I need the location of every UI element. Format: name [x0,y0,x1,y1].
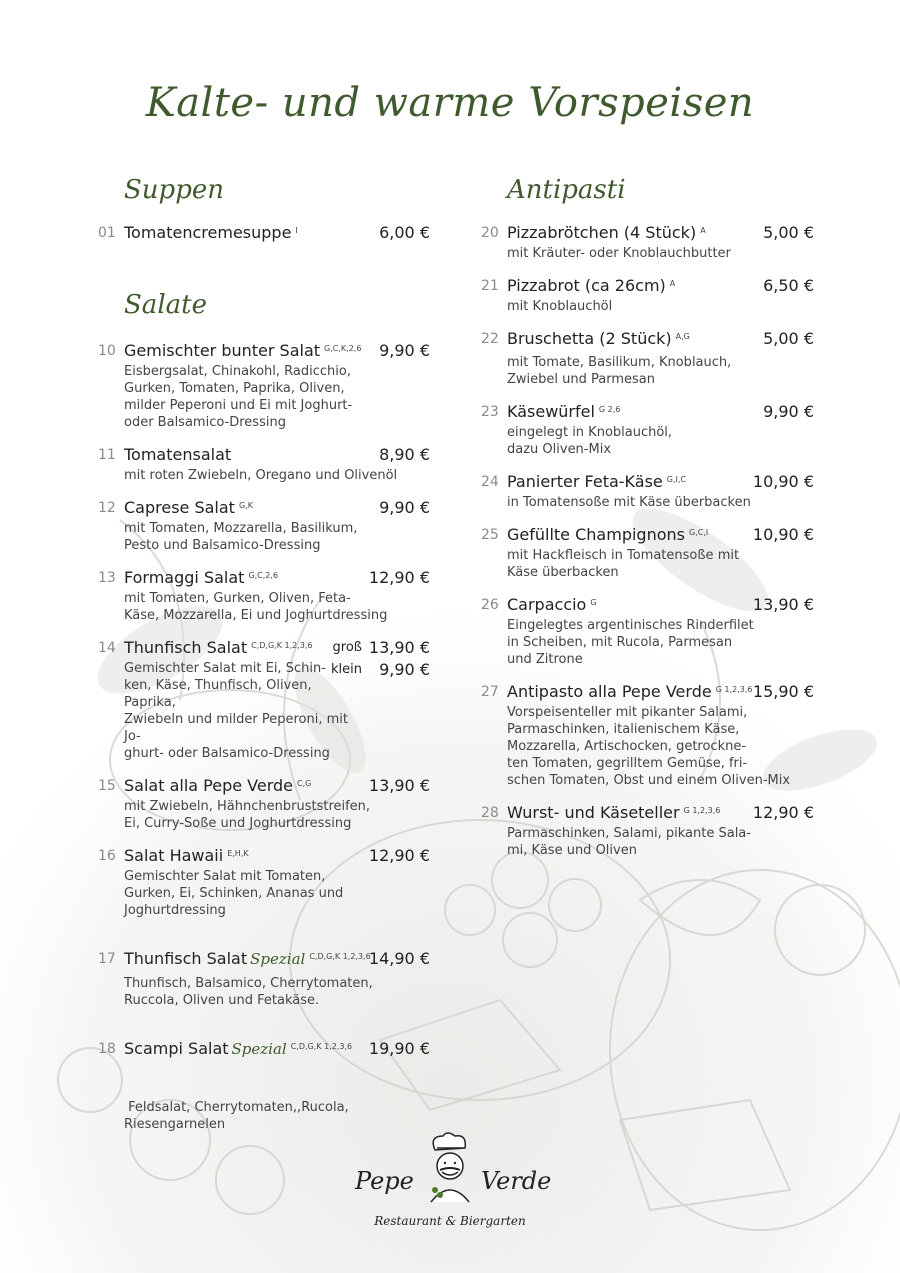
item-allergens: G,K [238,501,253,510]
item-description: mit roten Zwiebeln, Oregano und Olivenöl [124,468,398,483]
item-name: Käsewürfel [507,402,595,421]
item-name: Wurst- und Käseteller [507,803,680,822]
item-description: mit Hackfleisch in Tomatensoße mit Käse überbacken [507,548,740,580]
menu-item [481,595,814,668]
item-description: mit Tomaten, Gurken, Oliven, Feta- Käse, Mozzarella, Ei und Joghurtdressing [124,591,388,623]
menu-item [98,223,430,243]
left-column [98,170,430,1167]
item-name: Pizzabrot (ca 26cm) [507,276,666,295]
item-description: mit Tomaten, Mozzarella, Basilikum, Pesto und Balsamico-Dressing [124,521,358,553]
item-number: 12 [98,500,116,516]
right-column [481,170,814,859]
item-price: 10,90 € [752,525,814,544]
item-allergens: G,C,2,6 [248,571,279,580]
item-name: Tomatencremesuppe [124,223,292,242]
item-description: Vorspeisenteller mit pikanter Salami, Parmaschinken, italienischem Käse, Mozzarella, Artischocken, getrockne- ten Tomaten, gegrilltem Gemüse, fri- schen Tomaten, Obst und einem Oliven-Mix [507,705,791,788]
section-title-salate: Salate [124,290,207,320]
item-name: Scampi Salat [124,1039,229,1058]
item-price: 6,50 € [763,276,814,295]
menu-item [98,949,430,1009]
logo-word-pepe: Pepe [355,1167,414,1195]
item-number: 23 [481,404,499,420]
item-allergens: G 1,2,3,6 [715,685,753,694]
spezial-label: Spezial [250,950,306,968]
item-description: Eisbergsalat, Chinakohl, Radicchio, Gurken, Tomaten, Paprika, Oliven, milder Peperoni und Ei mit Joghurt- oder Balsamico-Dressing [124,364,353,430]
logo-subtitle: Restaurant & Biergarten [374,1214,526,1228]
menu-item [98,846,430,919]
item-allergens: G 2,6 [598,405,621,414]
item-price: 14,90 € [368,949,430,968]
item-number: 16 [98,848,116,864]
item-allergens: G [590,598,597,607]
item-price: 12,90 € [752,803,814,822]
item-price: 12,90 € [368,846,430,865]
item-allergens: G,C,K,2,6 [324,344,362,353]
menu-item [98,445,430,484]
item-allergens: G 1,2,3,6 [683,806,721,815]
item-number: 11 [98,447,116,463]
item-allergens: G,C,I [688,528,709,537]
item-allergens: I [295,226,298,235]
item-number: 18 [98,1041,116,1057]
menu-item [481,803,814,859]
item-name: Thunfisch Salat [124,638,248,657]
item-price-small: 9,90 € [379,660,430,679]
item-description: mit Kräuter- oder Knoblauchbutter [507,246,731,261]
item-allergens: A [700,226,706,235]
item-name: Caprese Salat [124,498,235,517]
item-number: 24 [481,474,499,490]
menu-item [481,402,814,458]
item-allergens: A,G [675,332,690,341]
item-number: 25 [481,527,499,543]
size-label-large: groß [332,640,362,655]
menu-item [98,498,430,554]
chef-icon [423,1132,477,1210]
item-name: Tomatensalat [124,445,232,464]
item-description: Feldsalat, Cherrytomaten,,Rucola, Riesengarnelen [124,1100,349,1132]
item-allergens: A [669,279,676,288]
item-name: Gefüllte Champignons [507,525,685,544]
item-price: 13,90 € [368,638,430,657]
menu-item [481,472,814,511]
item-price: 9,90 € [379,341,430,360]
item-number: 20 [481,225,499,241]
item-price: 9,90 € [763,402,814,421]
item-price: 15,90 € [752,682,814,701]
menu-item [481,682,814,789]
item-price: 8,90 € [379,445,430,464]
item-name: Formaggi Salat [124,568,245,587]
page-title: Kalte- und warme Vorspeisen [145,80,755,126]
item-name: Carpaccio [507,595,587,614]
item-description: mit Zwiebeln, Hähnchenbruststreifen, Ei, Curry-Soße und Joghurtdressing [124,799,371,831]
menu-item [481,329,814,388]
size-label-small: klein [331,662,362,677]
item-description: Gemischter Salat mit Ei, Schin- ken, Käse, Thunfisch, Oliven, Paprika, Zwiebeln und milder Peperoni, mit Jo- ghurt- oder Balsamico-Dressing [124,661,348,761]
item-allergens: G,I,C [666,475,686,484]
menu-item [481,223,814,262]
item-number: 26 [481,597,499,613]
menu-item [481,276,814,315]
item-number: 21 [481,278,499,294]
item-price: 10,90 € [752,472,814,491]
item-name: Gemischter bunter Salat [124,341,321,360]
spezial-label: Spezial [231,1040,287,1058]
item-name: Panierter Feta-Käse [507,472,663,491]
section-title-suppen: Suppen [124,175,224,205]
item-name: Pizzabrötchen (4 Stück) [507,223,697,242]
item-number: 13 [98,570,116,586]
item-price: 9,90 € [379,498,430,517]
item-description: Gemischter Salat mit Tomaten, Gurken, Ei, Schinken, Ananas und Joghurtdressing [124,869,344,918]
item-name: Salat Hawaii [124,846,224,865]
item-price: 5,00 € [763,329,814,348]
menu-item [98,776,430,832]
item-number: 01 [98,225,116,241]
item-price: 13,90 € [368,776,430,795]
item-allergens: E,H,K [227,849,249,858]
item-number: 17 [98,951,116,967]
item-number: 14 [98,640,116,656]
item-number: 22 [481,331,499,347]
item-description: mit Knoblauchöl [507,299,613,314]
item-allergens: C,G [297,779,312,788]
item-description: eingelegt in Knoblauchöl, dazu Oliven-Mix [507,425,673,457]
item-price: 5,00 € [763,223,814,242]
section-title-antipasti: Antipasti [507,175,626,205]
logo-word-verde: Verde [481,1167,552,1195]
item-price: 6,00 € [379,223,430,242]
item-price: 19,90 € [368,1039,430,1058]
item-allergens: C,D,G,K 1,2,3,6 [251,641,313,650]
item-name: Antipasto alla Pepe Verde [507,682,712,701]
item-name: Salat alla Pepe Verde [124,776,294,795]
menu-item [98,638,430,762]
item-price: 13,90 € [752,595,814,614]
restaurant-logo [345,1132,555,1232]
item-allergens: C,D,G,K 1,2,3,6 [290,1042,353,1051]
item-description: mit Tomate, Basilikum, Knoblauch, Zwiebel und Parmesan [507,355,732,387]
item-price: 12,90 € [368,568,430,587]
item-number: 10 [98,343,116,359]
item-description: Eingelegtes argentinisches Rinderfilet in Scheiben, mit Rucola, Parmesan und Zitrone [507,618,754,667]
item-name: Bruschetta (2 Stück) [507,329,672,348]
item-number: 28 [481,805,499,821]
item-name: Thunfisch Salat [124,949,248,968]
item-description: Thunfisch, Balsamico, Cherrytomaten, Ruccola, Oliven und Fetakäse. [124,976,373,1008]
item-allergens: C,D,G,K 1,2,3,6 [309,952,371,961]
item-number: 27 [481,684,499,700]
item-description: in Tomatensoße mit Käse überbacken [507,495,751,510]
item-description: Parmaschinken, Salami, pikante Sala- mi, Käse und Oliven [507,826,751,858]
item-number: 15 [98,778,116,794]
menu-item [98,341,430,431]
menu-item [481,525,814,581]
menu-item [98,568,430,624]
